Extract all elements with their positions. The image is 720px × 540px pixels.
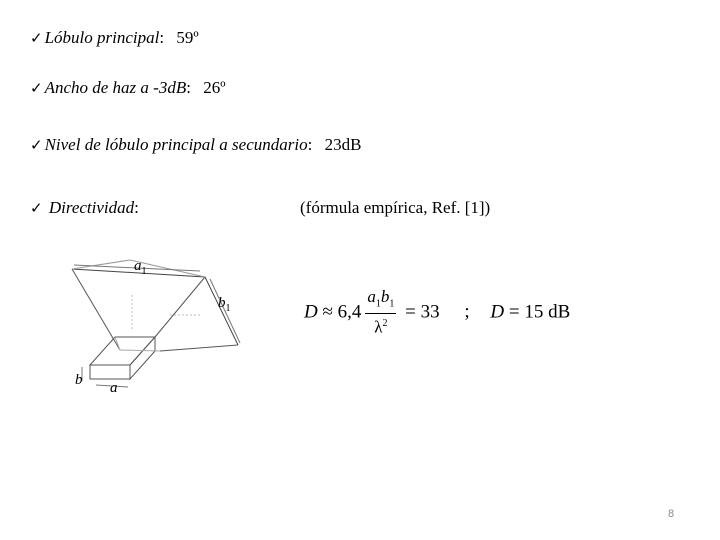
bullet-label: Ancho de haz a -3dB	[44, 78, 187, 97]
bullet-beamwidth: ✓ Ancho de haz a -3dB: 26º	[30, 78, 226, 97]
check-icon: ✓	[30, 29, 43, 47]
pyramidal-horn-icon	[60, 255, 250, 405]
figure-label-a1: $a_1$	[134, 258, 147, 277]
figure-label-b1: $b_1$	[218, 295, 231, 314]
bullet-value: 23dB	[324, 135, 362, 154]
formula-fraction: $\frac{a_1b_1}{\lambda^2}$	[367, 287, 395, 338]
bullet-directivity: ✓ Directividad:	[30, 198, 139, 217]
check-icon: ✓	[30, 199, 43, 217]
bullet-label: Nivel de lóbulo principal a secundario	[44, 135, 308, 154]
check-icon: ✓	[30, 136, 43, 154]
bullet-sidelobe-level: ✓ Nivel de lóbulo principal a secundario: 23dB	[30, 135, 362, 154]
directivity-formula: D ≈ 6,4 $\frac{a_1b_1}{\lambda^2}$ = 33 ; D = 15 dB	[304, 287, 571, 338]
figure-label-a: a	[110, 380, 118, 396]
bullet-label: Directividad	[48, 198, 135, 217]
bullet-main-lobe: ✓ Lóbulo principal: 59º	[30, 28, 199, 47]
directivity-note: (fórmula empírica, Ref. [1])	[300, 198, 491, 217]
check-icon: ✓	[30, 79, 43, 97]
figure-label-b: b	[75, 372, 83, 388]
page-number: 8	[668, 508, 675, 520]
bullet-value: 26º	[203, 78, 226, 97]
bullet-label: Lóbulo principal	[44, 28, 160, 47]
bullet-value: 59º	[176, 28, 199, 47]
